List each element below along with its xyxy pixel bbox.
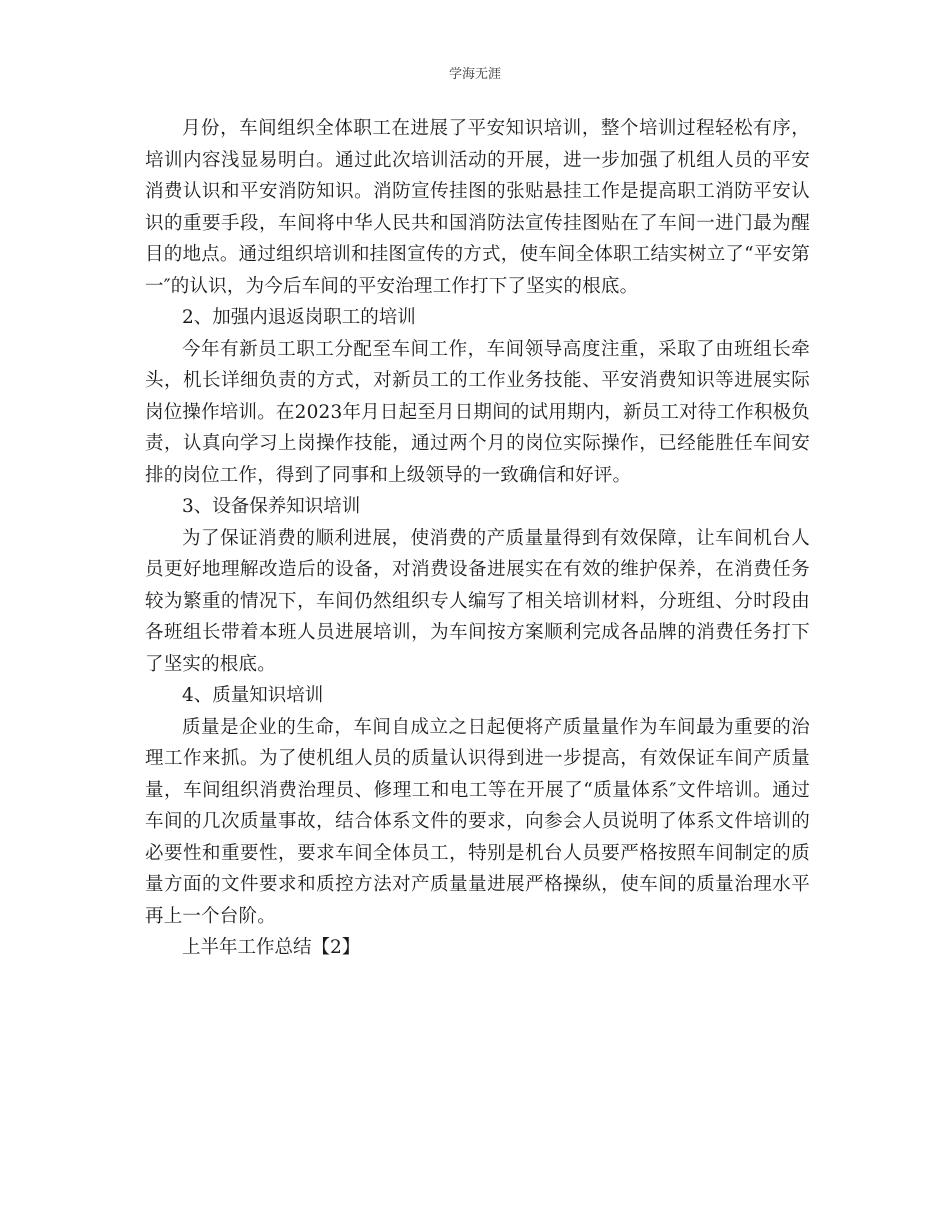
paragraph-safety-training: 月份，车间组织全体职工在进展了平安知识培训，整个培训过程轻松有序，培训内容浅显易明白。通过此次培训活动的开展，进一步加强了机组人员的平安消费认识和平安消防知识。消防宣传挂图的张贴悬挂工作是提高职工消防平安认识的重要手段，车间将中华人民共和国消防法宣传挂图贴在了车间一进门最为醒目的地点。通过组织培训和挂图宣传的方式，使车间全体职工结实树立了“平安第一″的认识，为今后车间的平安治理工作打下了坚实的根底。: [145, 118, 810, 297]
paragraph-quality-training: 质量是企业的生命，车间自成立之日起便将产质量量作为车间最为重要的治理工作来抓。为了使机组人员的质量认识得到进一步提高，有效保证车间产质量量，车间组织消费治理员、修理工和电工等在开展了“质量体系″文件培训。通过车间的几次质量事故，结合体系文件的要求，向参会人员说明了体系文件培训的必要性和重要性，要求车间全体员工，特别是机台人员要严格按照车间制定的质量方面的文件要求和质控方法对产质量量进展严格操纵，使车间的质量治理水平再上一个台阶。: [145, 716, 810, 927]
section-heading-summary: 上半年工作总结【2】: [182, 937, 361, 958]
document-body: [145, 113, 810, 964]
paragraph-equipment-training: 为了保证消费的顺利进展，使消费的产质量量得到有效保障，让车间机台人员更好地理解改造后的设备，对消费设备进展实在有效的维护保养，在消费任务较为繁重的情况下，车间仍然组织专人编写了相关培训材料，分班组、分时段由各班组长带着本班人员进展培训，为车间按方案顺利完成各品牌的消费任务打下了坚实的根底。: [145, 527, 810, 675]
paragraph-new-staff-training: 今年有新员工职工分配至车间工作，车间领导高度注重，采取了由班组长牵头，机长详细负责的方式，对新员工的工作业务技能、平安消费知识等进展实际岗位操作培训。在2023年月日起至月日期间的试用期内，新员工对待工作积极负责，认真向学习上岗操作技能，通过两个月的岗位实际操作，已经能胜任车间安排的岗位工作，得到了同事和上级领导的一致确信和好评。: [145, 338, 810, 486]
section-heading-3: 3、设备保养知识培训: [182, 496, 361, 517]
page-header: 学海无涯: [448, 67, 501, 82]
section-heading-4: 4、质量知识培训: [182, 685, 324, 706]
section-heading-2: 2、加强内退返岗职工的培训: [182, 307, 416, 328]
